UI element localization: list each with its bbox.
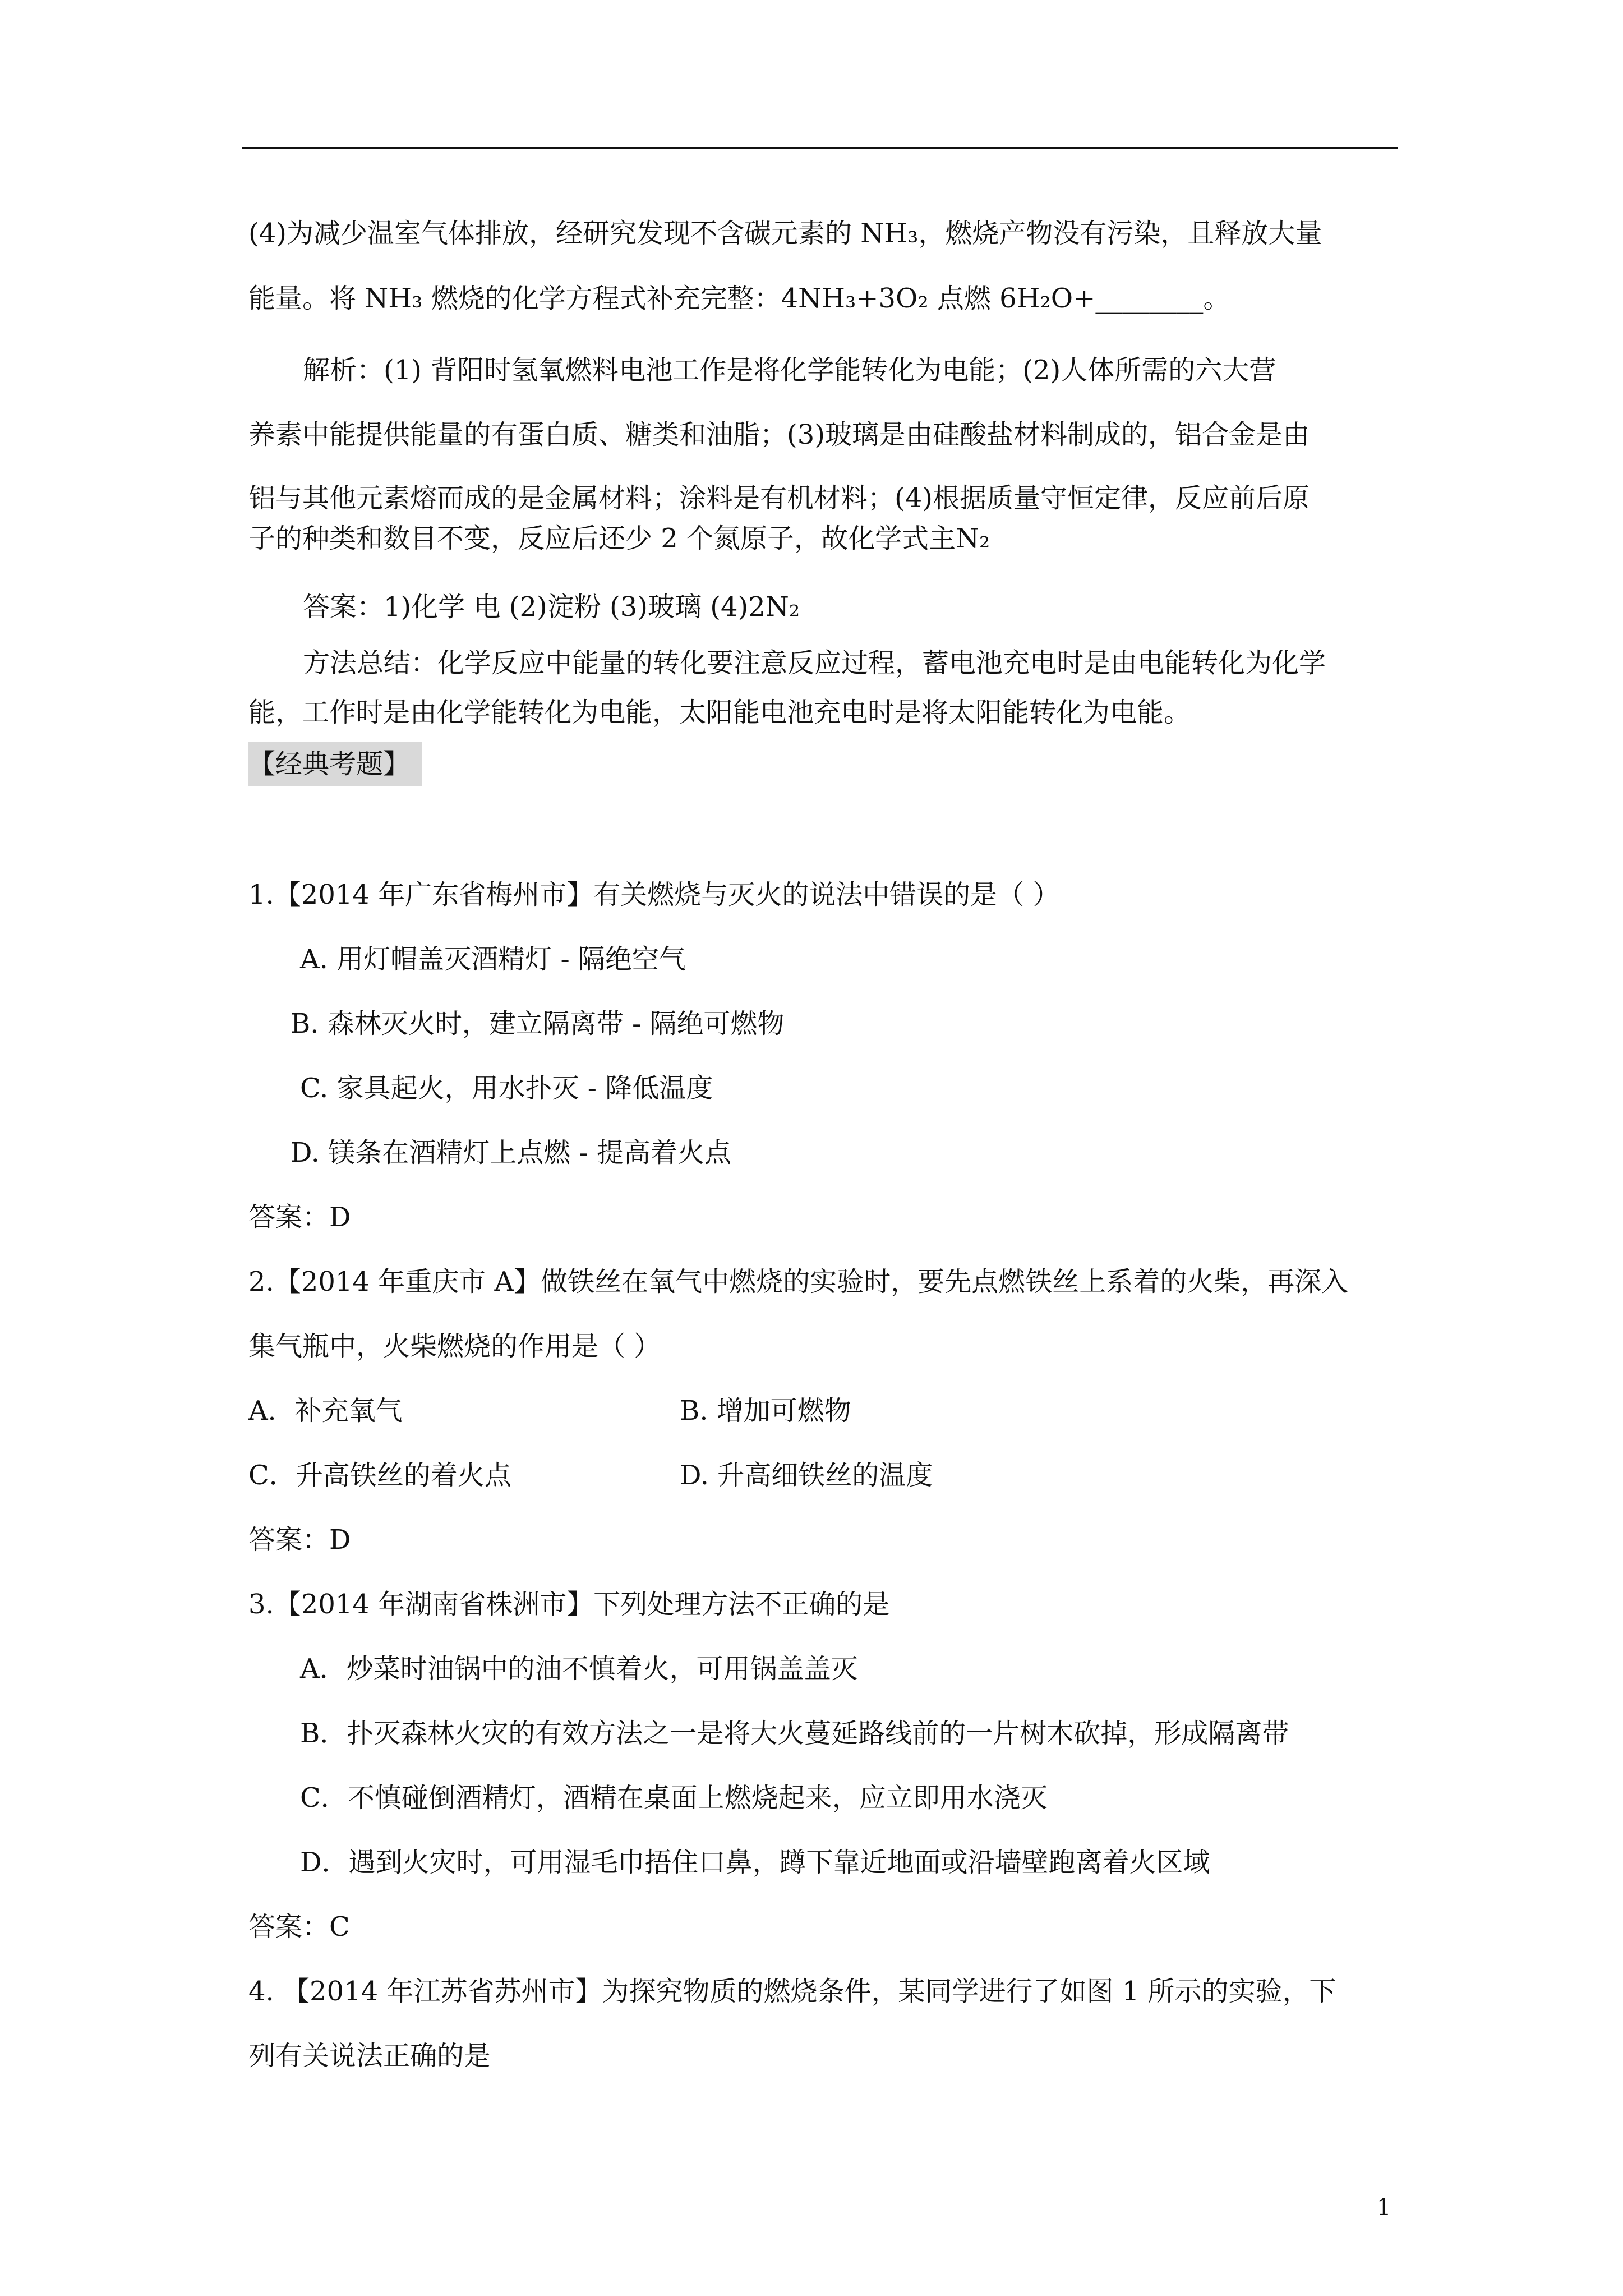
text-line: 答案：1)化学 电 (2)淀粉 (3)玻璃 (4)2N₂ xyxy=(303,591,800,623)
text-line: 答案：C xyxy=(248,1911,350,1943)
text-line: 1.【2014 年广东省梅州市】有关燃烧与灭火的说法中错误的是（ ） xyxy=(248,879,1060,910)
text-line: 4. 【2014 年江苏省苏州市】为探究物质的燃烧条件，某同学进行了如图 1 所示的实验，下 xyxy=(248,1976,1336,2007)
text-line: 解析：(1) 背阳时氢氧燃料电池工作是将化学能转化为电能；(2)人体所需的六大营 xyxy=(303,355,1276,386)
section-heading: 【经典考题】 xyxy=(248,742,422,786)
text-line: C．升高铁丝的着火点 xyxy=(248,1460,511,1491)
text-line: B．扑灭森林火灾的有效方法之一是将大火蔓延路线前的一片树木砍掉，形成隔离带 xyxy=(300,1718,1289,1749)
text-line: A．补充氧气 xyxy=(248,1395,403,1427)
text-line: 方法总结：化学反应中能量的转化要注意反应过程，蓄电池充电时是由电能转化为化学 xyxy=(303,647,1326,679)
text-line: (4)为减少温室气体排放，经研究发现不含碳元素的 NH₃，燃烧产物没有污染，且释放大量 xyxy=(248,218,1322,249)
text-line: 答案：D xyxy=(248,1202,351,1233)
text-line: 能，工作时是由化学能转化为电能，太阳能电池充电时是将太阳能转化为电能。 xyxy=(248,697,1191,728)
text-line: 子的种类和数目不变，反应后还少 2 个氮原子，故化学式主N₂ xyxy=(248,523,990,554)
header-rule xyxy=(242,147,1398,149)
text-line: 铝与其他元素熔而成的是金属材料；涂料是有机材料；(4)根据质量守恒定律，反应前后原 xyxy=(248,482,1310,514)
text-line: B. 增加可燃物 xyxy=(680,1395,851,1427)
text-line: 集气瓶中，火柴燃烧的作用是（ ） xyxy=(248,1331,661,1362)
text-line: 3.【2014 年湖南省株洲市】下列处理方法不正确的是 xyxy=(248,1589,890,1620)
text-line: 2.【2014 年重庆市 A】做铁丝在氧气中燃烧的实验时，要先点燃铁丝上系着的火柴，再深入 xyxy=(248,1266,1349,1297)
text-line: D. 升高细铁丝的温度 xyxy=(680,1460,933,1491)
text-line: C. 家具起火，用水扑灭 - 降低温度 xyxy=(300,1073,713,1104)
text-line: D. 镁条在酒精灯上点燃 - 提高着火点 xyxy=(291,1137,732,1168)
text-line: C．不慎碰倒酒精灯，酒精在桌面上燃烧起来，应立即用水浇灭 xyxy=(300,1782,1048,1814)
text-line: D．遇到火灾时，可用湿毛巾捂住口鼻，蹲下靠近地面或沿墙壁跑离着火区域 xyxy=(300,1847,1210,1878)
page-number: 1 xyxy=(1377,2194,1391,2220)
text-line: 列有关说法正确的是 xyxy=(248,2040,491,2072)
text-line: 答案：D xyxy=(248,1524,351,1556)
text-line: A. 用灯帽盖灭酒精灯 - 隔绝空气 xyxy=(300,944,686,975)
text-line: B. 森林灭火时，建立隔离带 - 隔绝可燃物 xyxy=(291,1008,785,1039)
text-line: A．炒菜时油锅中的油不慎着火，可用锅盖盖灭 xyxy=(300,1653,858,1685)
text-line: 能量。将 NH₃ 燃烧的化学方程式补充完整：4NH₃+3O₂ 点燃 6H₂O+________。 xyxy=(248,283,1230,314)
text-line: 养素中能提供能量的有蛋白质、糖类和油脂；(3)玻璃是由硅酸盐材料制成的，铝合金是由 xyxy=(248,419,1310,450)
